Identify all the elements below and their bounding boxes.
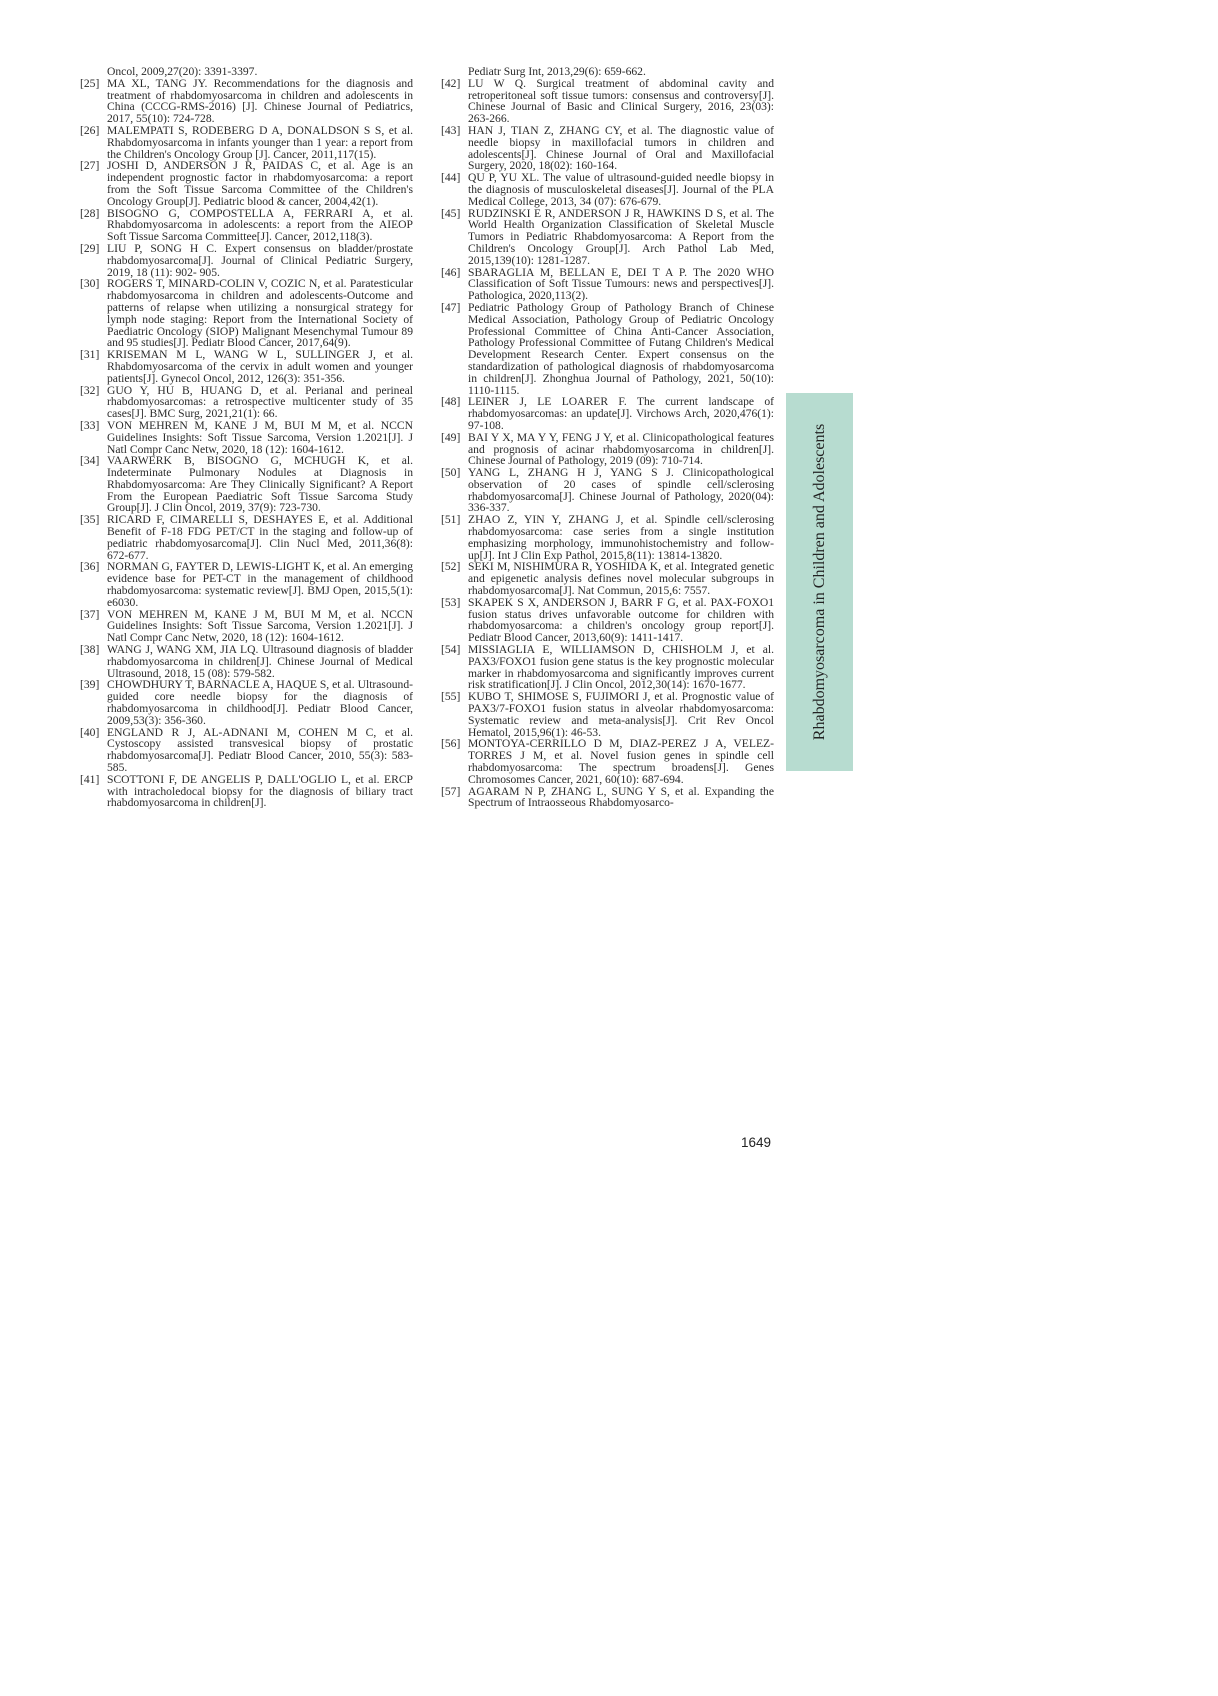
reference-text: JOSHI D, ANDERSON J R, PAIDAS C, et al. Age is an independent prognostic factor in rhabdomyosarcoma: a report from the Soft Tissue Sarcoma Committee of the Children's Oncology Group[J]. Pediatric blood & cancer, 2004,42(1).	[107, 159, 413, 208]
reference-text: CHOWDHURY T, BARNACLE A, HAQUE S, et al. Ultrasound-guided core needle biopsy for the diagnosis of rhabdomyosarcoma in childhood[J]. Pediatr Blood Cancer, 2009,53(3): 356-360.	[107, 678, 413, 727]
reference-item	[441, 738, 774, 785]
reference-text: SBARAGLIA M, BELLAN E, DEI T A P. The 2020 WHO Classification of Soft Tissue Tumours: news and perspectives[J]. Pathologica, 2020,113(2).	[468, 265, 774, 303]
reference-number: [50]	[441, 466, 461, 480]
reference-number: [27]	[80, 159, 100, 173]
reference-item	[441, 561, 774, 596]
reference-item	[441, 267, 774, 302]
reference-text: KRISEMAN M L, WANG W L, SULLINGER J, et al. Rhabdomyosarcoma of the cervix in adult women and younger patients[J]. Gynecol Oncol, 2012, 126(3): 351-356.	[107, 348, 413, 385]
references-right-column	[441, 66, 774, 809]
reference-item	[80, 679, 413, 726]
reference-number: [30]	[80, 277, 100, 291]
reference-text: KUBO T, SHIMOSE S, FUJIMORI J, et al. Prognostic value of PAX3/7-FOXO1 fusion status in alveolar rhabdomyosarcoma: Systematic review and meta-analysis[J]. Crit Rev Oncol Hematol, 2015,96(1): 46-53.	[468, 690, 774, 739]
reference-text: BISOGNO G, COMPOSTELLA A, FERRARI A, et al. Rhabdomyosarcoma in adolescents: a report from the AIEOP Soft Tissue Sarcoma Committee[J]. Cancer, 2012,118(3).	[107, 206, 413, 244]
reference-item	[80, 385, 413, 420]
reference-number: [52]	[441, 560, 461, 574]
reference-item	[80, 727, 413, 774]
reference-number: [39]	[80, 678, 100, 692]
reference-number: [36]	[80, 560, 100, 574]
reference-text: ENGLAND R J, AL-ADNANI M, COHEN M C, et al. Cystoscopy assisted transvesical biopsy of prostatic rhabdomyosarcoma[J]. Pediatr Blood Cancer, 2010, 55(3): 583-585.	[107, 725, 413, 775]
reference-text: BAI Y X, MA Y Y, FENG J Y, et al. Clinicopathological features and prognosis of acinar rhabdomyosarcoma in children[J]. Chinese Journal of Pathology, 2019 (09): 710-714.	[468, 430, 774, 468]
reference-number: [32]	[80, 383, 100, 397]
reference-number: [45]	[441, 206, 461, 220]
reference-text: GUO Y, HU B, HUANG D, et al. Perianal and perineal rhabdomyosarcomas: a retrospective multicenter study of 35 cases[J]. BMC Surg, 2021,21(1): 66.	[107, 383, 413, 421]
reference-item	[80, 125, 413, 160]
reference-text: RICARD F, CIMARELLI S, DESHAYES E, et al. Additional Benefit of F-18 FDG PET/CT in the staging and follow-up of pediatric rhabdomyosarcoma[J]. Clin Nucl Med, 2011,36(8): 672-677.	[107, 513, 413, 562]
reference-text: MISSIAGLIA E, WILLIAMSON D, CHISHOLM J, et al. PAX3/FOXO1 fusion gene status is the key prognostic molecular marker in rhabdomyosarcoma and significantly improves current risk stratification[J]. J Clin Oncol, 2012,30(14): 1670-1677.	[468, 643, 774, 692]
reference-text: VON MEHREN M, KANE J M, BUI M M, et al. NCCN Guidelines Insights: Soft Tissue Sarcoma, Version 1.2021[J]. J Natl Compr Canc Netw, 2020, 18 (12): 1604-1612.	[107, 607, 413, 645]
reference-number: [40]	[80, 725, 100, 739]
reference-number: [31]	[80, 348, 100, 362]
reference-number: [41]	[80, 772, 100, 786]
reference-number: [44]	[441, 171, 461, 185]
reference-number: [43]	[441, 123, 461, 137]
reference-text: Pediatr Surg Int, 2013,29(6): 659-662.	[468, 65, 646, 78]
reference-text: SKAPEK S X, ANDERSON J, BARR F G, et al. PAX-FOXO1 fusion status drives unfavorable outcome for children with rhabdomyosarcoma: a children's oncology group report[J]. Pediatr Blood Cancer, 2013,60(9): 1411-1417.	[468, 595, 774, 645]
reference-number: [54]	[441, 643, 461, 657]
reference-item	[80, 420, 413, 455]
reference-text: YANG L, ZHANG H J, YANG S J. Clinicopathological observation of 20 cases of spindle cell/sclerosing rhabdomyosarcoma[J]. Chinese Journal of Pathology, 2020(04): 336-337.	[468, 466, 774, 515]
reference-text: MA XL, TANG JY. Recommendations for the diagnosis and treatment of rhabdomyosarcoma in children and adolescents in China (CCCG-RMS-2016) [J]. Chinese Journal of Pediatrics, 2017, 55(10): 724-728.	[107, 76, 413, 126]
reference-text: SEKI M, NISHIMURA R, YOSHIDA K, et al. Integrated genetic and epigenetic analysis defines novel molecular subgroups in rhabdomyosarcoma[J]. Nat Commun, 2015,6: 7557.	[468, 560, 774, 598]
reference-number: [35]	[80, 513, 100, 527]
reference-text: RUDZINSKI E R, ANDERSON J R, HAWKINS D S, et al. The World Health Organization Classification of Skeletal Muscle Tumors in Pediatric Rhabdomyosarcoma: A Report from the Children's Oncology Group[J]. Arch Pathol Lab Med, 2015,139(10): 1281-1287.	[468, 206, 774, 267]
reference-text: ROGERS T, MINARD-COLIN V, COZIC N, et al. Paratesticular rhabdomyosarcoma in children and adolescents-Outcome and patterns of relapse when utilizing a nonsurgical strategy for lymph node staging: Report from the International Society of Paediatric Oncology (SIOP) Malignant Mesenchymal Tumour 89 and 95 studies[J]. Pediatr Blood Cancer, 2017,64(9).	[107, 277, 413, 350]
reference-number: [29]	[80, 241, 100, 255]
reference-number: [33]	[80, 418, 100, 432]
reference-number: [26]	[80, 123, 100, 137]
reference-item	[80, 561, 413, 608]
reference-text: VON MEHREN M, KANE J M, BUI M M, et al. NCCN Guidelines Insights: Soft Tissue Sarcoma, Version 1.2021[J]. J Natl Compr Canc Netw, 2020, 18 (12): 1604-1612.	[107, 418, 413, 456]
reference-number: [49]	[441, 430, 461, 444]
reference-number: [51]	[441, 513, 461, 527]
reference-number: [46]	[441, 265, 461, 279]
reference-number: [48]	[441, 395, 461, 409]
reference-item	[80, 349, 413, 384]
reference-number: [47]	[441, 300, 461, 314]
reference-number: [56]	[441, 737, 461, 751]
reference-text: MONTOYA-CERRILLO D M, DIAZ-PEREZ J A, VELEZ-TORRES J M, et al. Novel fusion genes in spindle cell rhabdomyosarcoma: The spectrum broadens[J]. Genes Chromosomes Cancer, 2021, 60(10): 687-694.	[468, 737, 774, 786]
reference-item	[441, 514, 774, 561]
reference-text: QU P, YU XL. The value of ultrasound-guided needle biopsy in the diagnosis of musculoskeletal diseases[J]. Journal of the PLA Medical College, 2013, 34 (07): 676-679.	[468, 171, 774, 208]
reference-item	[441, 467, 774, 514]
reference-item	[441, 597, 774, 644]
reference-text: LEINER J, LE LOARER F. The current landscape of rhabdomyosarcomas: an update[J]. Virchows Arch, 2020,476(1): 97-108.	[468, 395, 774, 432]
reference-item	[80, 278, 413, 349]
reference-item	[80, 609, 413, 644]
reference-number: [38]	[80, 643, 100, 657]
reference-item	[80, 160, 413, 207]
reference-number: [37]	[80, 607, 100, 621]
reference-number: [53]	[441, 595, 461, 609]
reference-number: [25]	[80, 76, 100, 90]
reference-item	[80, 78, 413, 125]
reference-item	[441, 432, 774, 467]
section-side-tab	[786, 393, 853, 771]
reference-text: MALEMPATI S, RODEBERG D A, DONALDSON S S, et al. Rhabdomyosarcoma in infants younger than 1 year: a report from the Children's Oncology Group [J]. Cancer, 2011,117(15).	[107, 123, 413, 161]
reference-item	[80, 208, 413, 243]
reference-text: WANG J, WANG XM, JIA LQ. Ultrasound diagnosis of bladder rhabdomyosarcoma in children[J]. Chinese Journal of Medical Ultrasound, 2018, 15 (08): 579-582.	[107, 643, 413, 680]
reference-text: NORMAN G, FAYTER D, LEWIS-LIGHT K, et al. An emerging evidence base for PET-CT in the management of childhood rhabdomyosarcoma: systematic review[J]. BMJ Open, 2015,5(1): e6030.	[107, 560, 413, 609]
references-left-column	[80, 66, 413, 809]
reference-text: AGARAM N P, ZHANG L, SUNG Y S, et al. Expanding the Spectrum of Intraosseous Rhabdomyosarco-	[468, 784, 774, 810]
reference-item	[441, 125, 774, 172]
reference-item	[441, 172, 774, 207]
reference-text: HAN J, TIAN Z, ZHANG CY, et al. The diagnostic value of needle biopsy in maxillofacial tumors in children and adolescents[J]. Chinese Journal of Oral and Maxillofacial Surgery, 2020, 18(02): 160-164.	[468, 123, 774, 173]
reference-item	[441, 208, 774, 267]
reference-number: [28]	[80, 206, 100, 220]
reference-text: ZHAO Z, YIN Y, ZHANG J, et al. Spindle cell/sclerosing rhabdomyosarcoma: case series from a single institution emphasizing morphology, immunohistochemistry and follow-up[J]. Int J Clin Exp Pathol, 2015,8(11): 13814-13820.	[468, 513, 774, 562]
reference-number: [42]	[441, 76, 461, 90]
reference-number: [34]	[80, 454, 100, 468]
reference-item	[80, 455, 413, 514]
reference-item	[441, 78, 774, 125]
reference-text: Pediatric Pathology Group of Pathology Branch of Chinese Medical Association, Pathology Group of Pediatric Oncology Professional Committee of China Anti-Cancer Association, Pathology Professional Committee of Futang Children's Medical Development Research Center. Expert consensus on the standardization of pathological diagnosis of rhabdomyosarcoma in children[J]. Zhonghua Journal of Pathology, 2021, 50(10): 1110-1115.	[468, 300, 774, 397]
reference-item	[441, 786, 774, 810]
reference-item	[80, 243, 413, 278]
page-number: 1649	[741, 1135, 772, 1150]
reference-item	[441, 644, 774, 691]
reference-item	[441, 396, 774, 431]
reference-number: [57]	[441, 784, 461, 798]
reference-text: SCOTTONI F, DE ANGELIS P, DALL'OGLIO L, et al. ERCP with intracholedocal biopsy for the diagnosis of biliary tract rhabdomyosarcoma in children[J].	[107, 772, 413, 810]
reference-item	[80, 514, 413, 561]
reference-item	[80, 774, 413, 809]
reference-item	[441, 302, 774, 396]
reference-text: VAARWERK B, BISOGNO G, MCHUGH K, et al. Indeterminate Pulmonary Nodules at Diagnosis in Rhabdomyosarcoma: Are They Clinically Significant? A Report From the European Paediatric Soft Tissue Sarcoma Study Group[J]. J Clin Oncol, 2019, 37(9): 723-730.	[107, 454, 413, 515]
reference-number: [55]	[441, 690, 461, 704]
reference-text: LU W Q. Surgical treatment of abdominal cavity and retroperitoneal soft tissue tumors: consensus and controversy[J]. Chinese Journal of Basic and Clinical Surgery, 2016, 23(03): 263-266.	[468, 76, 774, 126]
side-tab-label: Rhabdomyosarcoma in Children and Adolescents	[810, 423, 828, 741]
reference-item	[441, 691, 774, 738]
reference-item	[80, 644, 413, 679]
reference-text: LIU P, SONG H C. Expert consensus on bladder/prostate rhabdomyosarcoma[J]. Journal of Clinical Pediatric Surgery, 2019, 18 (11): 902- 905.	[107, 241, 413, 279]
reference-text: Oncol, 2009,27(20): 3391-3397.	[107, 65, 258, 78]
